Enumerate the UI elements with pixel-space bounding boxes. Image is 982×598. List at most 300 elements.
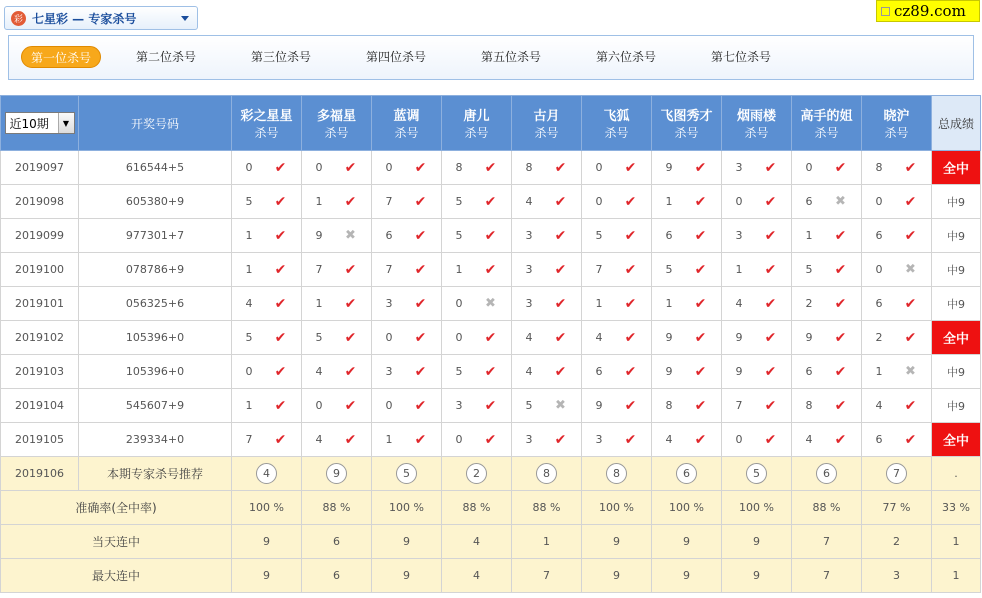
kill-number: 0 <box>875 263 883 276</box>
check-icon: ✔ <box>624 159 637 176</box>
table-row <box>1 151 981 185</box>
kill-number: 1 <box>595 297 603 310</box>
kill-number: 8 <box>875 161 883 174</box>
check-icon: ✔ <box>904 159 917 176</box>
draw-number-cell: 105396+0 <box>79 321 232 355</box>
stats-value: 88 % <box>512 491 582 525</box>
total-result-cell: . <box>932 457 981 491</box>
check-icon: ✔ <box>414 431 427 448</box>
kill-number: 7 <box>315 263 323 276</box>
check-icon: ✔ <box>414 295 427 312</box>
recommend-cell <box>862 457 932 491</box>
check-icon: ✔ <box>624 431 637 448</box>
check-icon: ✔ <box>344 193 357 210</box>
expert-sub-label: 杀号 <box>674 126 699 140</box>
stats-value: 77 % <box>862 491 932 525</box>
expert-sub-label: 杀号 <box>254 126 279 140</box>
draw-number-cell: 605380+9 <box>79 185 232 219</box>
check-icon: ✔ <box>274 431 287 448</box>
kill-number: 0 <box>595 195 603 208</box>
kill-cell <box>792 355 862 389</box>
kill-cell <box>722 253 792 287</box>
table-row <box>1 219 981 253</box>
expert-sub-label: 杀号 <box>744 126 769 140</box>
site-label: cz89.com <box>894 2 966 20</box>
kill-number: 0 <box>315 161 323 174</box>
kill-cell <box>372 287 442 321</box>
kill-cell <box>792 185 862 219</box>
kill-cell <box>722 321 792 355</box>
check-icon: ✔ <box>274 159 287 176</box>
kill-number: 8 <box>805 399 813 412</box>
kill-number: 0 <box>245 365 253 378</box>
kill-cell <box>582 253 652 287</box>
stats-value: 6 <box>302 559 372 593</box>
total-result-cell: 全中 <box>932 151 981 185</box>
kill-cell <box>512 423 582 457</box>
tab-position-3[interactable]: 第三位杀号 <box>251 50 312 64</box>
kill-number: 0 <box>315 399 323 412</box>
kill-number: 0 <box>455 297 463 310</box>
check-icon: ✔ <box>274 193 287 210</box>
total-result-cell: 全中 <box>932 423 981 457</box>
kill-cell <box>862 253 932 287</box>
kill-cell <box>652 355 722 389</box>
expert-name: 蓝调 <box>393 109 420 124</box>
stats-value: 9 <box>652 559 722 593</box>
square-icon <box>881 7 890 16</box>
recommend-cell <box>442 457 512 491</box>
kill-cell <box>652 287 722 321</box>
select-arrow-icon[interactable]: ▼ <box>58 113 74 133</box>
kill-number: 2 <box>805 297 813 310</box>
kill-cell <box>582 219 652 253</box>
stats-value: 100 % <box>232 491 302 525</box>
kill-cell <box>862 355 932 389</box>
kill-number: 7 <box>595 263 603 276</box>
total-result-cell: 中9 <box>932 253 981 287</box>
kill-cell <box>512 321 582 355</box>
kill-cell <box>792 389 862 423</box>
kill-cell <box>652 423 722 457</box>
kill-number: 4 <box>315 433 323 446</box>
check-icon: ✔ <box>344 431 357 448</box>
stats-value: 3 <box>862 559 932 593</box>
kill-cell <box>862 151 932 185</box>
kill-cell <box>792 287 862 321</box>
stats-value: 88 % <box>442 491 512 525</box>
check-icon: ✔ <box>694 431 707 448</box>
check-icon: ✔ <box>414 363 427 380</box>
recommend-row <box>1 457 981 491</box>
check-icon: ✔ <box>274 329 287 346</box>
check-icon: ✔ <box>624 295 637 312</box>
kill-number: 0 <box>735 195 743 208</box>
draw-number-cell: 078786+9 <box>79 253 232 287</box>
check-icon: ✔ <box>764 397 777 414</box>
stats-value: 100 % <box>722 491 792 525</box>
tab-position-4[interactable]: 第四位杀号 <box>366 50 427 64</box>
kill-cell <box>372 355 442 389</box>
kill-number: 3 <box>525 263 533 276</box>
recommend-cell <box>582 457 652 491</box>
tab-position-1[interactable]: 第一位杀号 <box>21 46 101 68</box>
kill-cell <box>302 321 372 355</box>
recommend-label: 本期专家杀号推荐 <box>79 457 232 491</box>
kill-cell <box>372 389 442 423</box>
kill-cell <box>512 253 582 287</box>
kill-cell <box>582 151 652 185</box>
kill-number: 0 <box>735 433 743 446</box>
check-icon: ✔ <box>484 431 497 448</box>
check-icon: ✔ <box>694 329 707 346</box>
total-header: 总成绩 <box>932 96 981 151</box>
kill-cell <box>302 151 372 185</box>
kill-number: 0 <box>245 161 253 174</box>
check-icon: ✔ <box>834 261 847 278</box>
kill-cell <box>792 253 862 287</box>
stats-value: 9 <box>582 559 652 593</box>
check-icon: ✔ <box>694 261 707 278</box>
period-cell: 2019103 <box>1 355 79 389</box>
kill-number: 9 <box>805 331 813 344</box>
kill-cell <box>302 389 372 423</box>
kill-number: 9 <box>665 331 673 344</box>
tab-position-5[interactable]: 第五位杀号 <box>481 50 542 64</box>
check-icon: ✔ <box>764 329 777 346</box>
kill-cell <box>372 219 442 253</box>
stats-label: 当天连中 <box>1 525 232 559</box>
stats-value: 9 <box>582 525 652 559</box>
check-icon: ✔ <box>694 363 707 380</box>
kill-number: 9 <box>665 161 673 174</box>
period-range-value: 近10期 <box>9 116 49 131</box>
table-row <box>1 423 981 457</box>
kill-number: 5 <box>595 229 603 242</box>
kill-number: 1 <box>385 433 393 446</box>
period-range-select[interactable] <box>5 112 75 134</box>
kill-cell <box>232 287 302 321</box>
recommend-number: 8 <box>536 463 557 484</box>
kill-cell <box>302 253 372 287</box>
kill-number: 6 <box>385 229 393 242</box>
check-icon: ✔ <box>344 363 357 380</box>
kill-cell <box>582 287 652 321</box>
check-icon: ✔ <box>764 159 777 176</box>
expert-name: 彩之星星 <box>240 109 293 124</box>
kill-cell <box>442 321 512 355</box>
check-icon: ✔ <box>834 431 847 448</box>
kill-number: 1 <box>245 399 253 412</box>
recommend-number: 5 <box>396 463 417 484</box>
chevron-down-icon[interactable] <box>181 16 189 21</box>
kill-number: 9 <box>665 365 673 378</box>
check-icon: ✔ <box>554 295 567 312</box>
stats-total: 33 % <box>932 491 981 525</box>
cross-icon: ✖ <box>555 398 566 413</box>
kill-cell <box>442 185 512 219</box>
check-icon: ✔ <box>484 193 497 210</box>
table-row <box>1 253 981 287</box>
kill-cell <box>512 287 582 321</box>
kill-cell <box>792 423 862 457</box>
stats-value: 9 <box>722 525 792 559</box>
recommend-number: 7 <box>886 463 907 484</box>
kill-cell <box>652 253 722 287</box>
check-icon: ✔ <box>344 295 357 312</box>
stats-value: 9 <box>722 559 792 593</box>
check-icon: ✔ <box>344 329 357 346</box>
kill-cell <box>722 219 792 253</box>
expert-header <box>722 96 792 151</box>
draw-number-cell: 616544+5 <box>79 151 232 185</box>
expert-header <box>302 96 372 151</box>
recommend-number: 8 <box>606 463 627 484</box>
kill-number: 3 <box>735 161 743 174</box>
kill-cell <box>512 185 582 219</box>
stats-value: 100 % <box>372 491 442 525</box>
kill-cell <box>862 423 932 457</box>
kill-number: 1 <box>315 195 323 208</box>
kill-number: 3 <box>385 365 393 378</box>
kill-number: 5 <box>245 331 253 344</box>
stats-label: 最大连中 <box>1 559 232 593</box>
kill-number: 6 <box>805 195 813 208</box>
check-icon: ✔ <box>554 261 567 278</box>
expert-name: 飞图秀才 <box>660 109 713 124</box>
tab-position-2[interactable]: 第二位杀号 <box>136 50 197 64</box>
kill-number: 8 <box>455 161 463 174</box>
check-icon: ✔ <box>764 363 777 380</box>
period-cell: 2019102 <box>1 321 79 355</box>
total-result-cell: 中9 <box>932 355 981 389</box>
table-row <box>1 389 981 423</box>
lottery-type-dropdown[interactable] <box>4 6 198 30</box>
expert-name: 晓沪 <box>883 109 910 124</box>
expert-name: 古月 <box>533 109 560 124</box>
recommend-cell <box>652 457 722 491</box>
check-icon: ✔ <box>834 397 847 414</box>
kill-number: 9 <box>315 229 323 242</box>
period-cell: 2019098 <box>1 185 79 219</box>
check-icon: ✔ <box>484 261 497 278</box>
kill-number: 4 <box>665 433 673 446</box>
kill-cell <box>722 185 792 219</box>
kill-cell <box>722 287 792 321</box>
expert-sub-label: 杀号 <box>884 126 909 140</box>
check-icon: ✔ <box>484 397 497 414</box>
kill-cell <box>302 423 372 457</box>
expert-name: 飞狐 <box>603 109 630 124</box>
expert-header <box>652 96 722 151</box>
kill-cell <box>232 321 302 355</box>
kill-cell <box>302 355 372 389</box>
recommend-cell <box>722 457 792 491</box>
cross-icon: ✖ <box>345 228 356 243</box>
check-icon: ✔ <box>904 193 917 210</box>
check-icon: ✔ <box>554 363 567 380</box>
check-icon: ✔ <box>624 227 637 244</box>
kill-number: 8 <box>525 161 533 174</box>
draw-number-header: 开奖号码 <box>79 96 232 151</box>
period-cell: 2019097 <box>1 151 79 185</box>
kill-number: 8 <box>665 399 673 412</box>
kill-cell <box>232 355 302 389</box>
kill-number: 5 <box>455 365 463 378</box>
stats-value: 7 <box>792 525 862 559</box>
check-icon: ✔ <box>694 159 707 176</box>
kill-cell <box>722 423 792 457</box>
check-icon: ✔ <box>344 397 357 414</box>
recommend-number: 6 <box>816 463 837 484</box>
kill-number: 1 <box>245 263 253 276</box>
period-cell: 2019101 <box>1 287 79 321</box>
stats-value: 1 <box>512 525 582 559</box>
check-icon: ✔ <box>834 329 847 346</box>
check-icon: ✔ <box>344 159 357 176</box>
kill-number: 9 <box>735 365 743 378</box>
cross-icon: ✖ <box>905 262 916 277</box>
total-result-cell: 全中 <box>932 321 981 355</box>
kill-cell <box>652 389 722 423</box>
check-icon: ✔ <box>624 193 637 210</box>
kill-cell <box>442 389 512 423</box>
stats-value: 100 % <box>652 491 722 525</box>
kill-cell <box>442 287 512 321</box>
kill-cell <box>722 355 792 389</box>
kill-number: 9 <box>735 331 743 344</box>
kill-cell <box>582 321 652 355</box>
kill-number: 4 <box>525 195 533 208</box>
total-result-cell: 中9 <box>932 219 981 253</box>
check-icon: ✔ <box>554 227 567 244</box>
check-icon: ✔ <box>414 261 427 278</box>
recommend-number: 5 <box>746 463 767 484</box>
tab-position-6[interactable]: 第六位杀号 <box>596 50 657 64</box>
check-icon: ✔ <box>694 193 707 210</box>
expert-sub-label: 杀号 <box>324 126 349 140</box>
kill-cell <box>652 185 722 219</box>
kill-cell <box>232 219 302 253</box>
check-icon: ✔ <box>834 159 847 176</box>
check-icon: ✔ <box>274 397 287 414</box>
expert-header <box>372 96 442 151</box>
draw-number-cell: 056325+6 <box>79 287 232 321</box>
kill-number: 5 <box>315 331 323 344</box>
page-title: 七星彩 — 专家杀号 <box>32 11 137 26</box>
expert-sub-label: 杀号 <box>534 126 559 140</box>
recommend-cell <box>372 457 442 491</box>
kill-number: 0 <box>385 161 393 174</box>
recommend-number: 4 <box>256 463 277 484</box>
check-icon: ✔ <box>414 193 427 210</box>
kill-number: 3 <box>385 297 393 310</box>
period-cell: 2019100 <box>1 253 79 287</box>
expert-header <box>232 96 302 151</box>
kill-number: 0 <box>595 161 603 174</box>
period-cell: 2019104 <box>1 389 79 423</box>
check-icon: ✔ <box>904 329 917 346</box>
kill-number: 3 <box>525 297 533 310</box>
check-icon: ✔ <box>414 397 427 414</box>
kill-cell <box>862 287 932 321</box>
kill-cell <box>442 355 512 389</box>
stats-value: 2 <box>862 525 932 559</box>
kill-number: 1 <box>805 229 813 242</box>
kill-cell <box>512 355 582 389</box>
kill-number: 6 <box>805 365 813 378</box>
stats-total: 1 <box>932 559 981 593</box>
expert-sub-label: 杀号 <box>394 126 419 140</box>
period-cell: 2019099 <box>1 219 79 253</box>
stats-value: 9 <box>232 559 302 593</box>
kill-number: 5 <box>455 229 463 242</box>
kill-number: 6 <box>875 229 883 242</box>
check-icon: ✔ <box>484 363 497 380</box>
kill-cell <box>652 151 722 185</box>
kill-number: 1 <box>735 263 743 276</box>
table-row <box>1 185 981 219</box>
check-icon: ✔ <box>904 397 917 414</box>
stats-label: 准确率(全中率) <box>1 491 232 525</box>
check-icon: ✔ <box>834 227 847 244</box>
kill-cell <box>792 219 862 253</box>
recommend-cell <box>232 457 302 491</box>
kill-cell <box>302 287 372 321</box>
expert-header <box>862 96 932 151</box>
check-icon: ✔ <box>554 159 567 176</box>
expert-sub-label: 杀号 <box>464 126 489 140</box>
kill-cell <box>442 151 512 185</box>
cross-icon: ✖ <box>835 194 846 209</box>
check-icon: ✔ <box>694 227 707 244</box>
kill-number: 3 <box>455 399 463 412</box>
table-row <box>1 321 981 355</box>
check-icon: ✔ <box>414 227 427 244</box>
kill-number: 4 <box>315 365 323 378</box>
check-icon: ✔ <box>484 159 497 176</box>
kill-cell <box>372 151 442 185</box>
kill-number: 2 <box>875 331 883 344</box>
kill-cell <box>302 185 372 219</box>
stats-value: 9 <box>652 525 722 559</box>
check-icon: ✔ <box>904 295 917 312</box>
total-result-cell: 中9 <box>932 389 981 423</box>
kill-cell <box>582 185 652 219</box>
kill-number: 5 <box>525 399 533 412</box>
kill-number: 6 <box>875 297 883 310</box>
recommend-cell <box>302 457 372 491</box>
kill-number: 5 <box>805 263 813 276</box>
tab-position-7[interactable]: 第七位杀号 <box>711 50 772 64</box>
recommend-cell <box>512 457 582 491</box>
expert-sub-label: 杀号 <box>814 126 839 140</box>
kill-cell <box>722 151 792 185</box>
draw-number-cell: 545607+9 <box>79 389 232 423</box>
kill-cell <box>582 423 652 457</box>
expert-name: 多福星 <box>316 109 356 124</box>
check-icon: ✔ <box>344 261 357 278</box>
check-icon: ✔ <box>274 261 287 278</box>
stats-value: 100 % <box>582 491 652 525</box>
check-icon: ✔ <box>554 329 567 346</box>
kill-cell <box>582 389 652 423</box>
expert-header <box>792 96 862 151</box>
expert-name: 烟雨楼 <box>736 109 776 124</box>
kill-number: 0 <box>455 331 463 344</box>
kill-number: 6 <box>665 229 673 242</box>
kill-cell <box>232 423 302 457</box>
